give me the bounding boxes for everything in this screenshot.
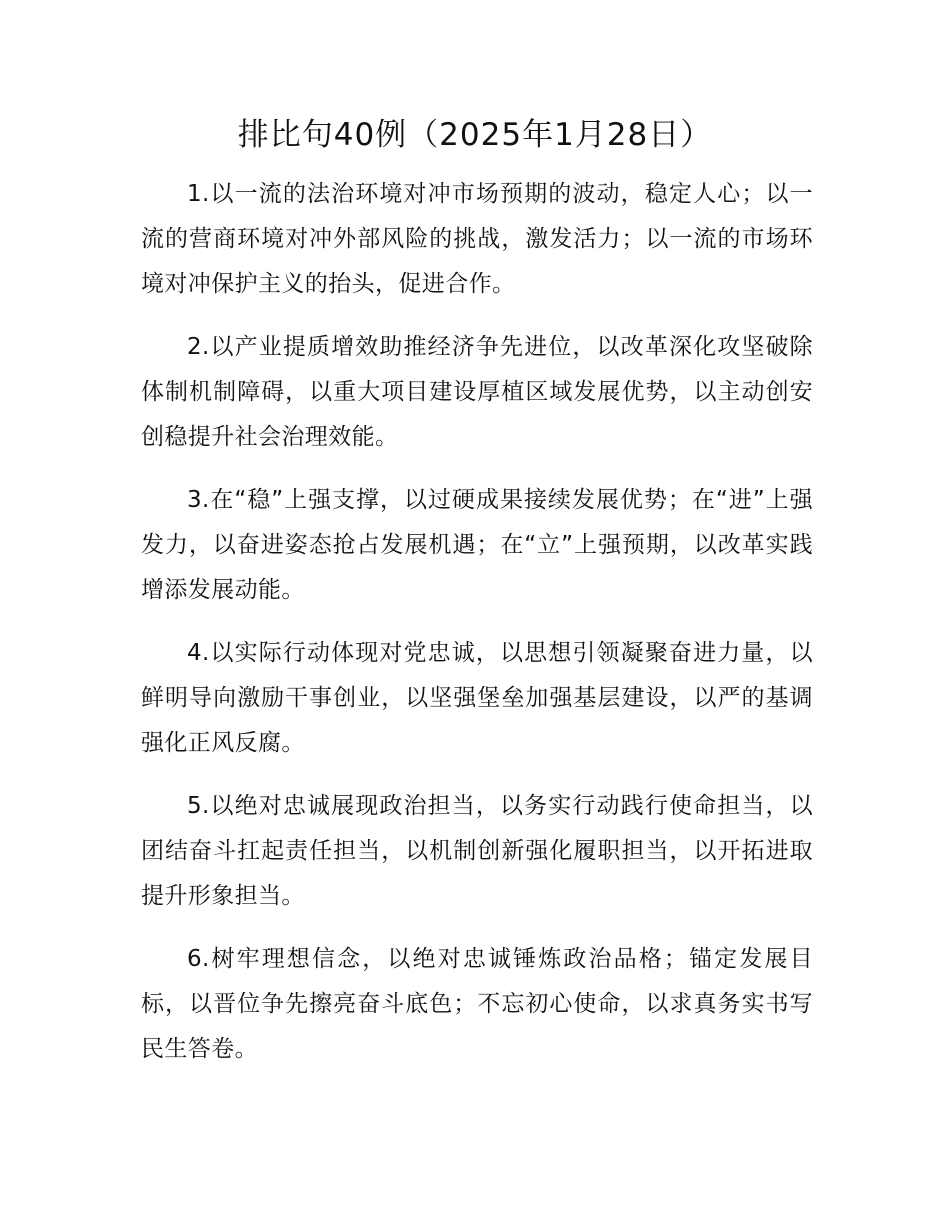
paragraph-5: 5.以绝对忠诚展现政治担当，以务实行动践行使命担当，以团结奋斗扛起责任担当，以机制创新强化履职担当，以开拓进取提升形象担当。 bbox=[141, 793, 813, 909]
paragraph-2: 2.以产业提质增效助推经济争先进位，以改革深化攻坚破除体制机制障碍，以重大项目建设厚植区域发展优势，以主动创安创稳提升社会治理效能。 bbox=[141, 334, 813, 450]
paragraph-1: 1.以一流的法治环境对冲市场预期的波动，稳定人心；以一流的营商环境对冲外部风险的挑战，激发活力；以一流的市场环境对冲保护主义的抬头，促进合作。 bbox=[141, 181, 813, 297]
paragraph-4: 4.以实际行动体现对党忠诚，以思想引领凝聚奋进力量，以鲜明导向激励干事创业，以坚强堡垒加强基层建设，以严的基调强化正风反腐。 bbox=[141, 640, 813, 756]
paragraph-6: 6.树牢理想信念，以绝对忠诚锤炼政治品格；锚定发展目标，以晋位争先擦亮奋斗底色；不忘初心使命，以求真务实书写民生答卷。 bbox=[141, 946, 813, 1062]
document-title: 排比句40例（2025年1月28日） bbox=[237, 117, 713, 153]
document-body bbox=[141, 172, 813, 1090]
paragraph-3: 3.在“稳”上强支撑，以过硬成果接续发展优势；在“进”上强发力，以奋进姿态抢占发展机遇；在“立”上强预期，以改革实践增添发展动能。 bbox=[141, 487, 813, 603]
